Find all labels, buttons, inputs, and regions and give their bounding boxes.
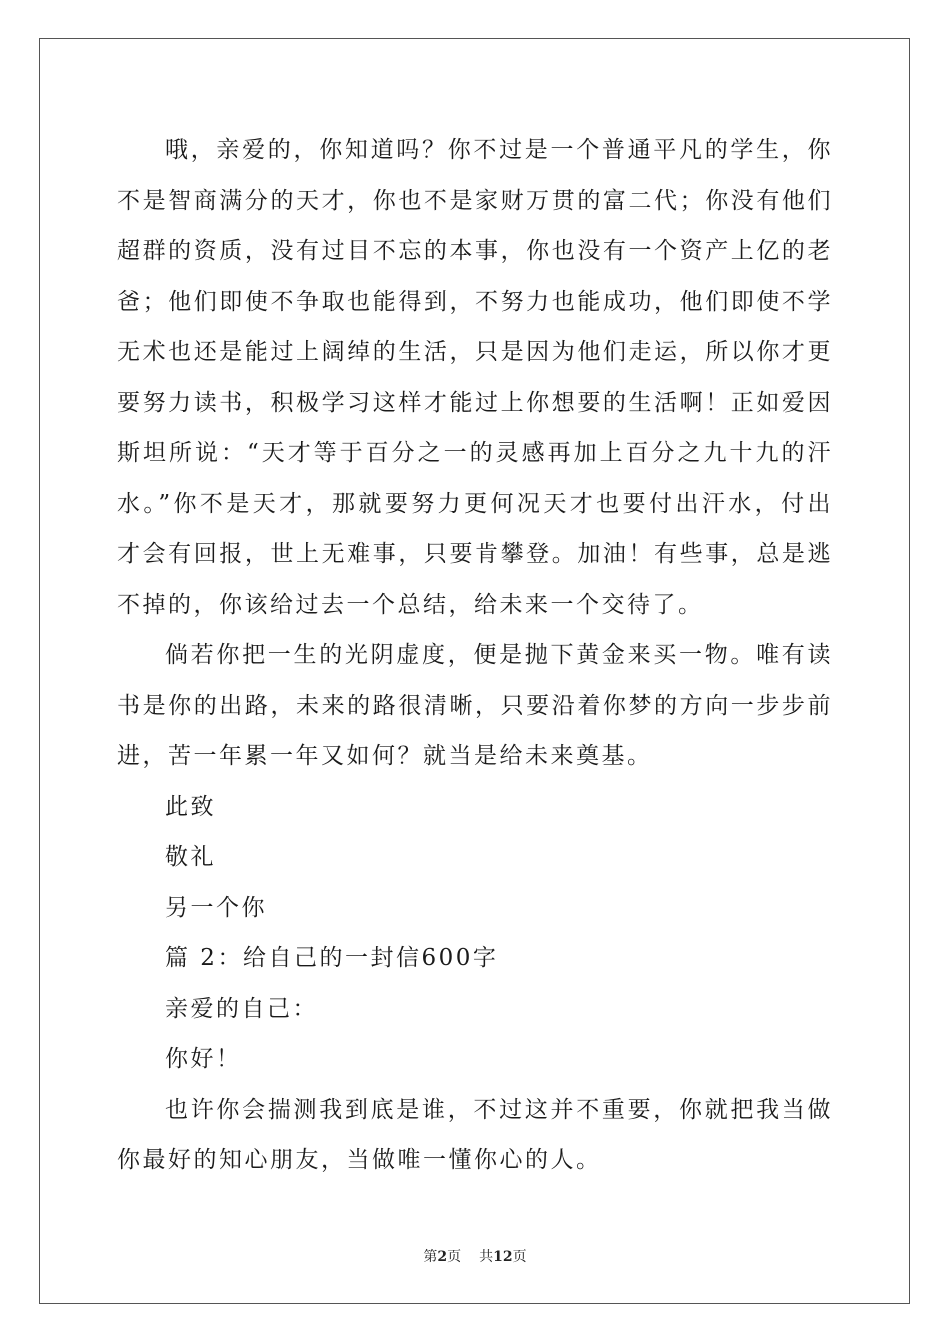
page-prefix: 第 xyxy=(423,1249,438,1265)
total-prefix: 共 xyxy=(479,1249,494,1265)
total-pages: 12 xyxy=(493,1249,513,1265)
greeting: 你好！ xyxy=(165,1046,242,1072)
page-number: 2 xyxy=(437,1249,448,1265)
closing-line-2: 敬礼 xyxy=(165,844,216,870)
total-suffix: 页 xyxy=(512,1249,527,1265)
salutation: 亲爱的自己： xyxy=(165,995,318,1022)
section-title: 篇 2：给自己的一封信600字 xyxy=(165,945,499,971)
paragraph-1: 哦，亲爱的，你知道吗？你不过是一个普通平凡的学生，你不是智商满分的天才，你也不是家财万贯的富二代；你没有他们超群的资质，没有过目不忘的本事，你也没有一个资产上亿的老爸；他们即使不争取也能得到，不努力也能成功，他们即使不学无术也还是能过上阔绰的生活，只是因为他们走运，所以你才更要努力读书，积极学习这样才能过上你想要的生活啊！正如爱因斯坦所说：“天才等于百分之一的灵感再加上百分之九十九的汗水。”你不是天才，那就要努力更何况天才也要付出汗水，付出才会有回报，世上无难事，只要肯攀登。加油！有些事，总是逃不掉的，你该给过去一个总结，给未来一个交待了。 xyxy=(117,137,833,618)
paragraph-3: 也许你会揣测我到底是谁，不过这并不重要，你就把我当做你最好的知心朋友，当做唯一懂你心的人。 xyxy=(117,1096,833,1173)
signature: 另一个你 xyxy=(165,894,267,921)
page-suffix: 页 xyxy=(447,1249,462,1265)
closing-line-1: 此致 xyxy=(165,793,216,820)
page-footer xyxy=(0,1246,950,1266)
document-body xyxy=(117,125,833,1186)
paragraph-2: 倘若你把一生的光阴虚度，便是抛下黄金来买一物。唯有读书是你的出路，未来的路很清晰，只要沿着你梦的方向一步步前进，苦一年累一年又如何？就当是给未来奠基。 xyxy=(117,642,833,769)
